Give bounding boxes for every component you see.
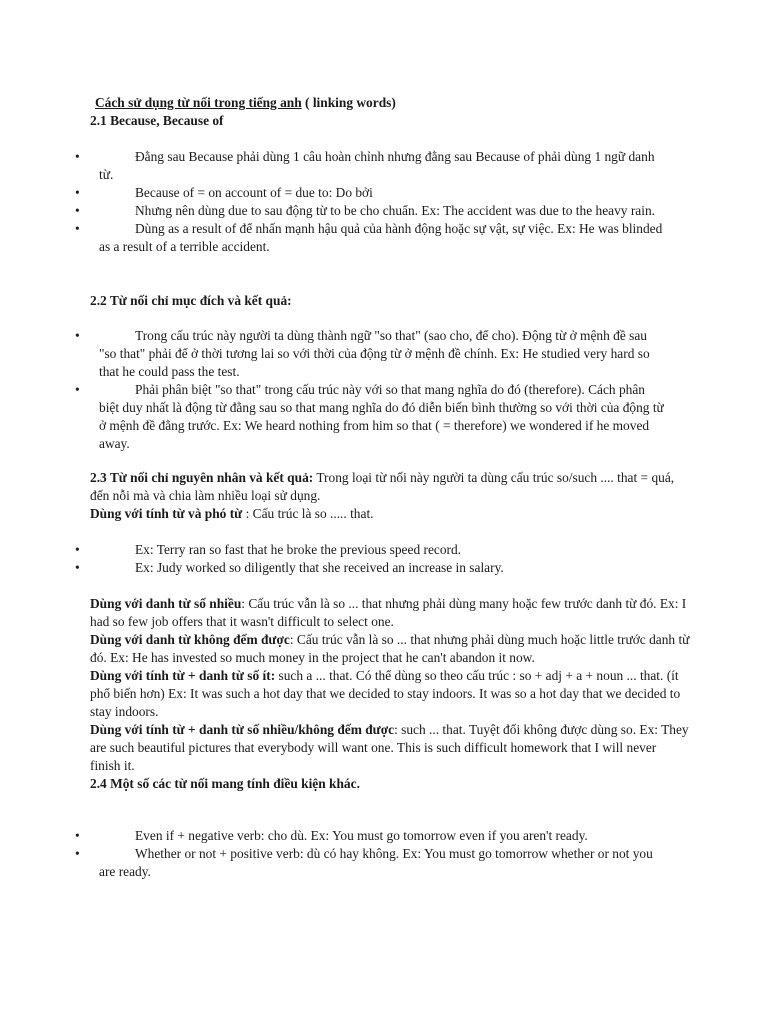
heading-2-2: 2.2 Từ nối chỉ mục đích và kết quả: [90,293,292,308]
heading-2-1: 2.1 Because, Because of [90,113,224,128]
bullet-icon: • [75,203,80,218]
singular-noun-paragraph: Dùng với tính từ + danh từ số ít: such a ... that. Có thể dùng so theo cấu trúc : so + adj + a + noun ... that. (ít phổ biến hơn) Ex: It was such a hot day that we decided to stay indoors. It was so a hot day that we decided to stay indoors. [90,668,681,719]
title-suffix: ( linking words) [301,95,396,110]
list-item: • Ex: Terry ran so fast that he broke the previous speed record. [75,542,462,557]
list-item: • Dùng as a result of để nhấn mạnh hậu quả của hành động hoặc sự vật, sự việc. Ex: He was blinded as a result of a terrible accident. [75,221,663,254]
list-item: • Trong cấu trúc này người ta dùng thành ngữ "so that" (sao cho, để cho). Động từ ở mệnh đề sau "so that" phải để ở thời tương lai so với thời của động từ ở mệnh đề chính. Ex: He studied very hard so that he could pass the test. [75,328,650,379]
list-2-1 [0,148,768,256]
bullet-icon: • [75,328,80,343]
bullet-icon: • [75,542,80,557]
bullet-icon: • [75,149,80,164]
uncountable-noun-paragraph: Dùng với danh từ không đếm được: Cấu trúc vẫn là so ... that nhưng phải dùng much hoặc little trước danh từ đó. Ex: He has invested so much money in the project that he can't abandon it now. [90,632,690,665]
list-item: • Even if + negative verb: cho dù. Ex: You must go tomorrow even if you aren't ready. [75,828,588,843]
bullet-icon: • [75,221,80,236]
list-item: • Đằng sau Because phải dùng 1 câu hoàn chỉnh nhưng đằng sau Because of phải dùng 1 ngữ danh từ. [75,149,655,182]
section-2-3-intro: 2.3 Từ nối chỉ nguyên nhân và kết quả: Trong loại từ nối này người ta dùng cấu trúc so/such .... that = quá, đến nỗi mà và chia làm nhiều loại sử dụng. Dùng với tính từ và phó từ : Cấu trúc là so ..... that. [90,470,675,521]
list-2-4 [0,827,768,881]
plural-uncountable-paragraph: Dùng với tính từ + danh từ số nhiều/không đếm được: such ... that. Tuyệt đối không được dùng so. Ex: They are such beautiful pictures that everybody will want one. This is such difficult homework that I will never finish it. [90,722,689,773]
list-item: • Nhưng nên dùng due to sau động từ to be cho chuẩn. Ex: The accident was due to the heavy rain. [75,203,655,218]
bullet-icon: • [75,846,80,861]
document-title [95,94,396,112]
bullet-icon: • [75,185,80,200]
adj-adv-label: Dùng với tính từ và phó từ [90,506,243,521]
heading-2-4: 2.4 Một số các từ nối mang tính điều kiện khác. [90,776,360,791]
list-item: • Whether or not + positive verb: dù có hay không. Ex: You must go tomorrow whether or not you are ready. [75,846,653,879]
heading-2-3: 2.3 Từ nối chỉ nguyên nhân và kết quả: [90,470,314,485]
list-item: • Ex: Judy worked so diligently that she received an increase in salary. [75,560,504,575]
bullet-icon: • [75,560,80,575]
list-2-3 [0,541,768,577]
list-2-2 [0,327,768,453]
bullet-icon: • [75,382,80,397]
plural-noun-paragraph: Dùng với danh từ số nhiều: Cấu trúc vẫn là so ... that nhưng phải dùng many hoặc few trước danh từ đó. Ex: I had so few job offers that it wasn't difficult to select one. [90,596,687,629]
section-2-3-body [90,595,690,793]
list-item: • Phải phân biệt "so that" trong cấu trúc này với so that mang nghĩa do đó (therefore). Cách phân biệt duy nhất là động từ đằng sau so that mang nghĩa do đó diễn biến bình thường so với thời của động từ ở mệnh đề đằng trước. Ex: We heard nothing from him so that ( = therefore) we wondered if he moved away. [75,382,664,451]
title-main: Cách sử dụng từ nối trong tiếng anh [95,95,302,110]
list-item: • Because of = on account of = due to: Do bởi [75,185,373,200]
bullet-icon: • [75,828,80,843]
